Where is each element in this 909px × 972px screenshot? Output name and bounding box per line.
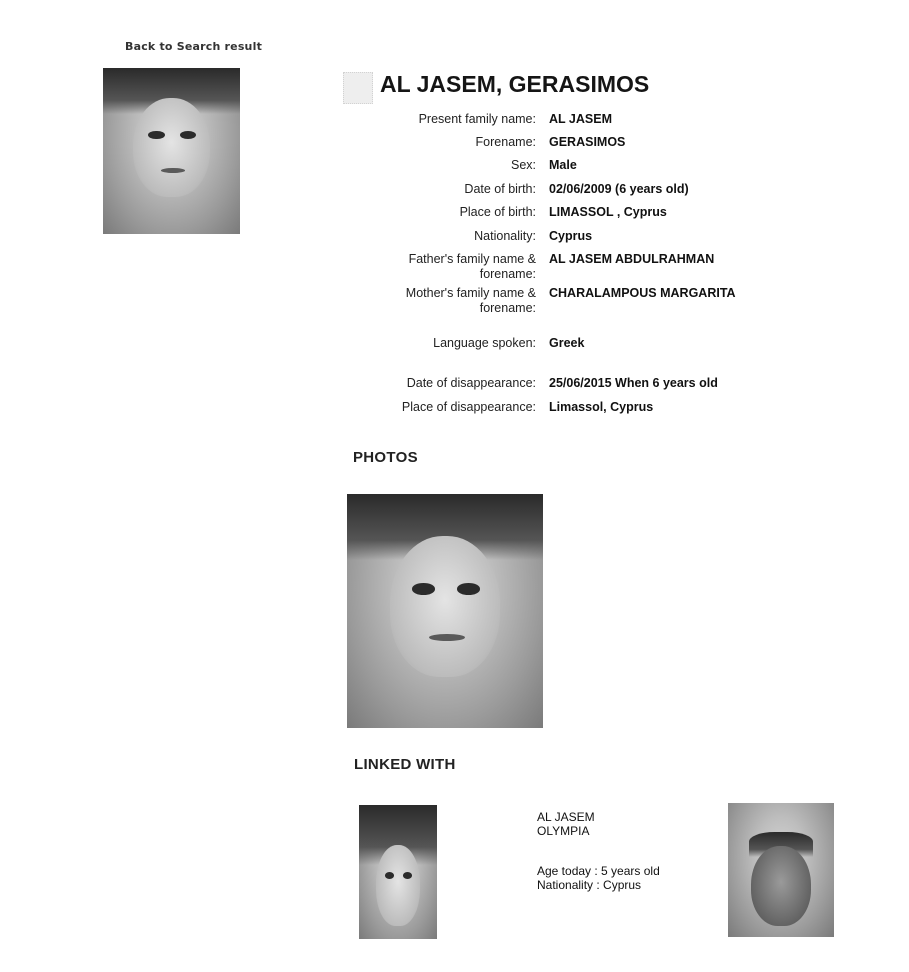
label-forename: Forename: bbox=[475, 135, 536, 149]
value-forename: GERASIMOS bbox=[549, 135, 626, 149]
value-place-of-birth: LIMASSOL , Cyprus bbox=[549, 205, 667, 219]
photos-heading: PHOTOS bbox=[353, 449, 418, 466]
value-nationality: Cyprus bbox=[549, 229, 593, 243]
page-title: AL JASEM, GERASIMOS bbox=[380, 71, 650, 97]
label-father-name bbox=[380, 252, 536, 282]
value-date-of-disappearance: 25/06/2015 When 6 years old bbox=[549, 376, 718, 390]
value-sex: Male bbox=[549, 158, 577, 172]
label-mother-line2: forename: bbox=[479, 301, 536, 315]
linked-with-heading: LINKED WITH bbox=[354, 756, 456, 773]
label-present-family-name: Present family name: bbox=[418, 112, 536, 126]
profile-photo bbox=[103, 68, 240, 234]
value-mother-name: CHARALAMPOUS MARGARITA bbox=[549, 286, 736, 300]
back-to-search-link[interactable]: Back to Search result bbox=[125, 40, 263, 53]
linked-person-name[interactable] bbox=[537, 810, 595, 838]
value-present-family-name: AL JASEM bbox=[549, 112, 612, 126]
linked-person-photo[interactable] bbox=[359, 805, 437, 939]
label-father-line1: Father's family name & bbox=[408, 252, 536, 266]
value-language-spoken: Greek bbox=[549, 336, 585, 350]
linked-nationality: Nationality : Cyprus bbox=[537, 878, 642, 892]
linked-person-photo-2[interactable] bbox=[728, 803, 834, 937]
label-father-line2: forename: bbox=[479, 267, 536, 281]
value-father-name: AL JASEM ABDULRAHMAN bbox=[549, 252, 715, 266]
linked-age: Age today : 5 years old bbox=[537, 864, 660, 878]
label-date-of-birth: Date of birth: bbox=[464, 182, 536, 196]
label-sex: Sex: bbox=[510, 158, 536, 172]
value-place-of-disappearance: Limassol, Cyprus bbox=[549, 400, 654, 414]
label-language-spoken: Language spoken: bbox=[433, 336, 536, 350]
linked-forename[interactable]: OLYMPIA bbox=[537, 824, 590, 838]
label-place-of-birth: Place of birth: bbox=[459, 205, 536, 219]
label-mother-name bbox=[380, 286, 536, 316]
linked-person-info bbox=[537, 864, 660, 892]
gallery-photo[interactable] bbox=[347, 494, 543, 728]
value-date-of-birth: 02/06/2009 (6 years old) bbox=[549, 182, 689, 196]
label-mother-line1: Mother's family name & bbox=[405, 286, 536, 300]
label-place-of-disappearance: Place of disappearance: bbox=[401, 400, 536, 414]
person-icon bbox=[343, 72, 373, 104]
label-date-of-disappearance: Date of disappearance: bbox=[406, 376, 536, 390]
linked-family-name[interactable]: AL JASEM bbox=[537, 810, 595, 824]
label-nationality: Nationality: bbox=[474, 229, 536, 243]
